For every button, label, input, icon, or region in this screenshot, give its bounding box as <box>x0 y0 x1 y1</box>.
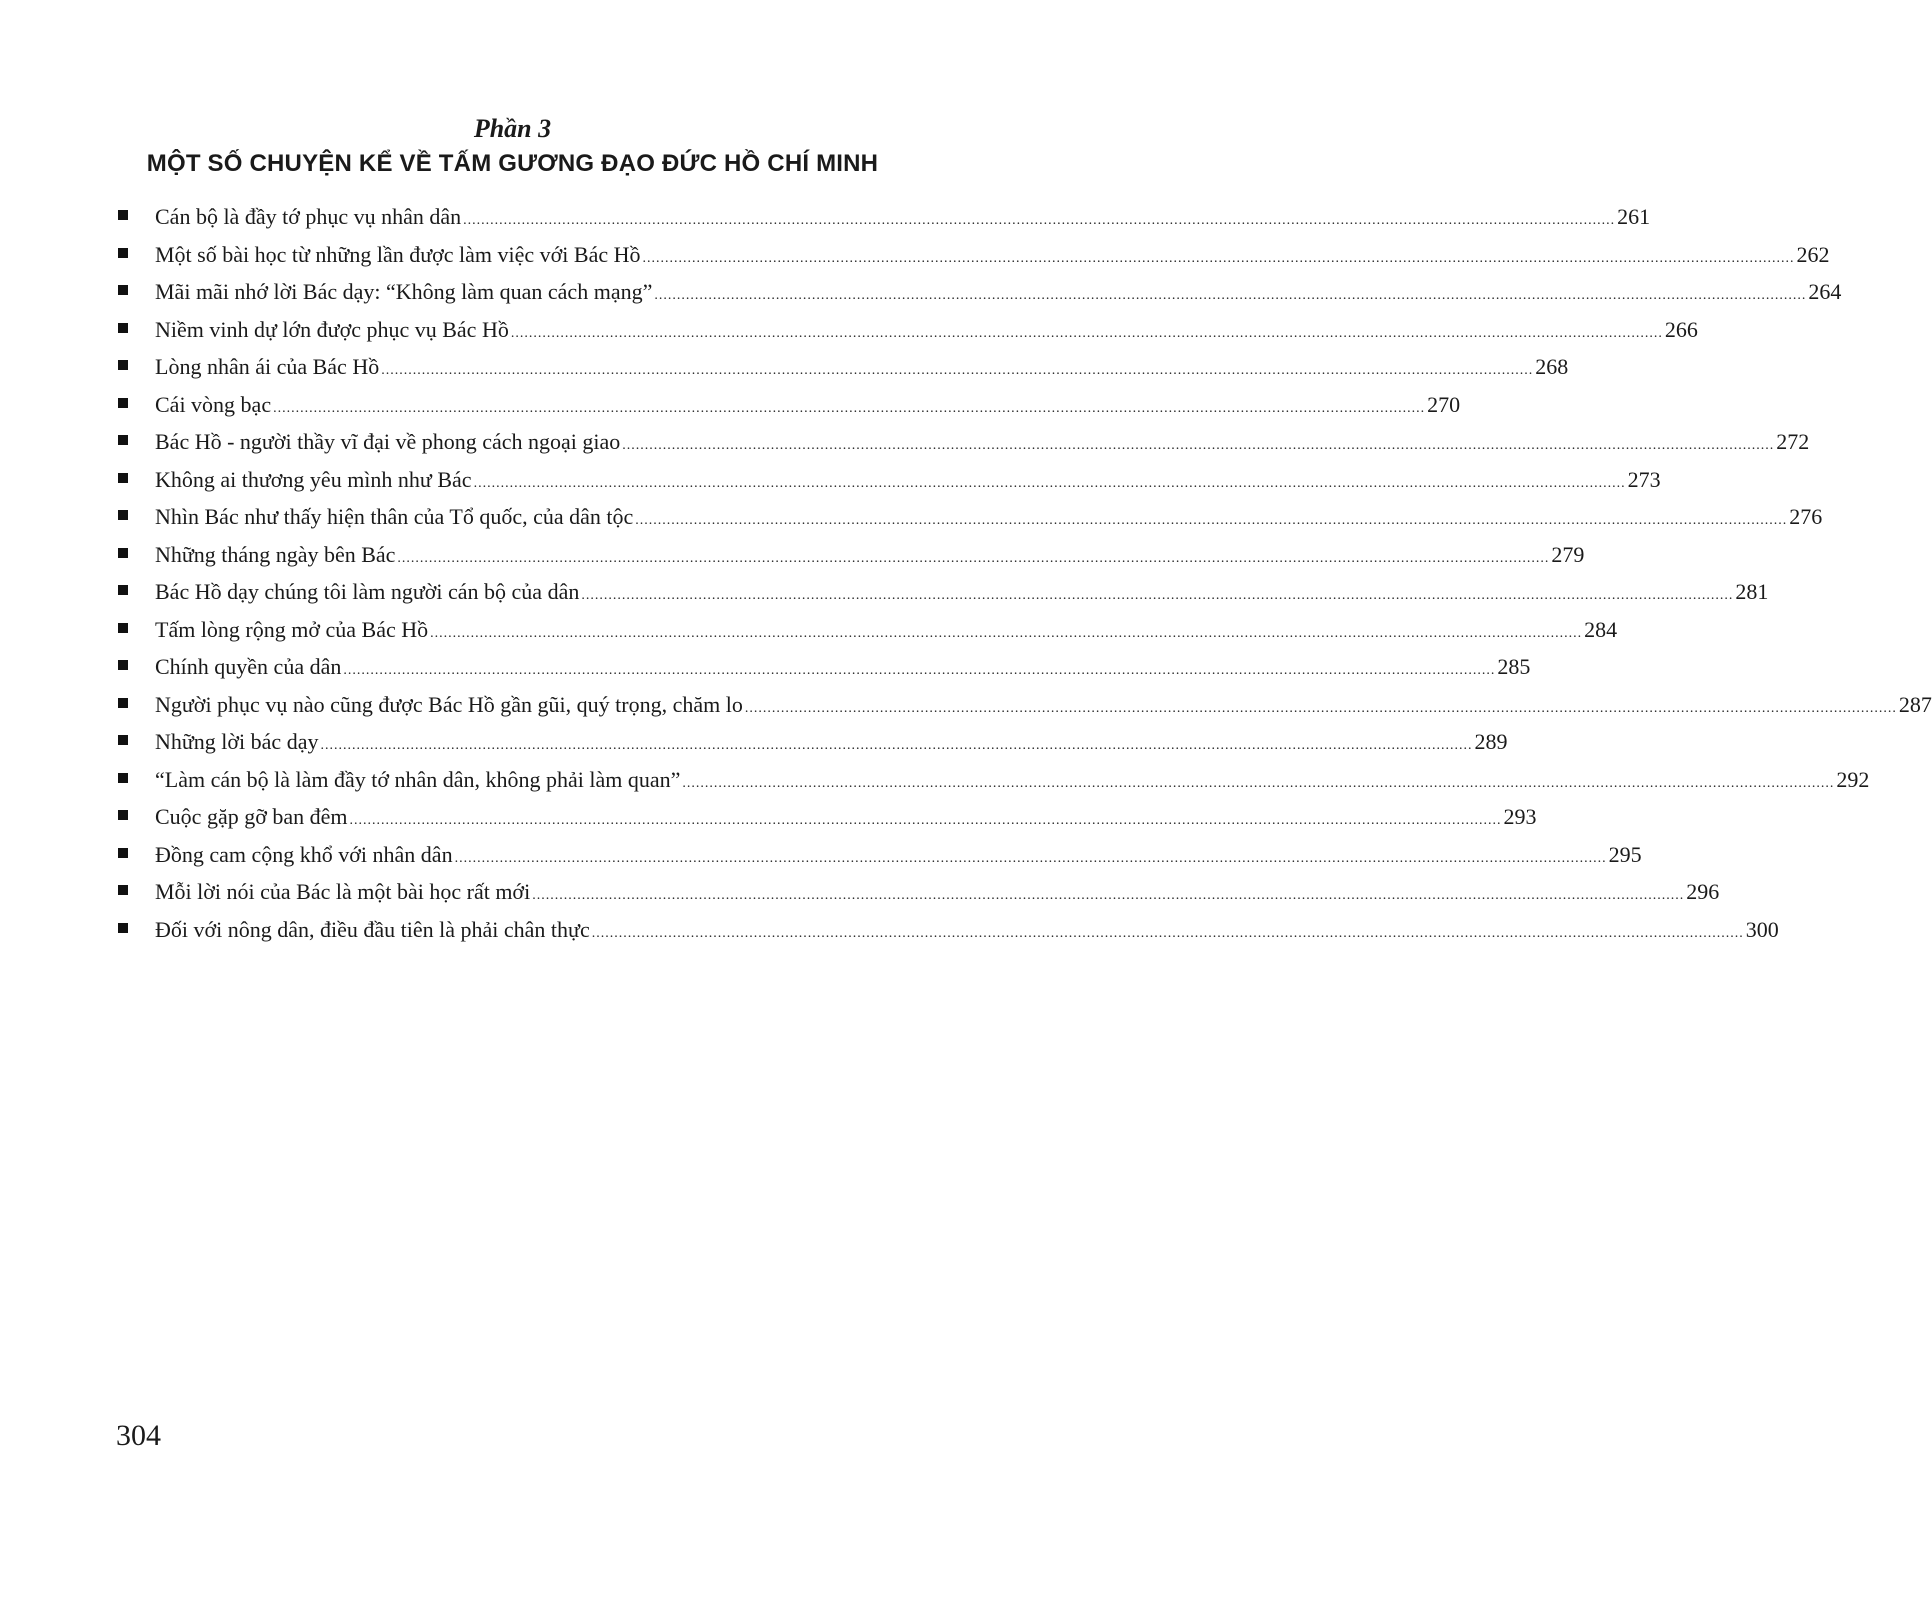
dot-leader <box>643 240 1795 277</box>
toc-entry-title: “Làm cán bộ là làm đầy tớ nhân dân, không phải làm quan” <box>155 766 681 792</box>
toc-entry <box>118 423 1810 461</box>
toc-entry-page: 289 <box>1474 729 1508 754</box>
toc-entry-page: 273 <box>1627 466 1661 492</box>
toc-entry-title: Bác Hồ dạy chúng tôi làm người cán bộ của dân <box>155 579 580 604</box>
square-bullet-icon <box>118 923 128 933</box>
dot-leader <box>592 915 1744 952</box>
dot-leader <box>532 877 1684 914</box>
square-bullet-icon <box>118 585 128 595</box>
toc-entry-page: 292 <box>1836 766 1870 792</box>
dot-leader <box>622 427 1774 464</box>
toc-entry <box>118 723 1508 761</box>
square-bullet-icon <box>118 398 128 408</box>
toc-entry-title: Nhìn Bác như thấy hiện thân của Tổ quốc, của dân tộc <box>155 504 634 529</box>
square-bullet-icon <box>118 473 128 483</box>
toc-entry <box>118 836 1642 874</box>
dot-leader <box>397 540 1549 577</box>
toc-entry-title: Niềm vinh dự lớn được phục vụ Bác Hồ <box>155 316 509 342</box>
dot-leader <box>635 502 1787 539</box>
dot-leader <box>463 202 1615 239</box>
toc-entry-page: 264 <box>1808 279 1842 304</box>
square-bullet-icon <box>118 848 128 858</box>
toc-entry <box>118 648 1531 686</box>
section-title: MỘT SỐ CHUYỆN KỂ VỀ TẤM GƯƠNG ĐẠO ĐỨC HỒ CHÍ MINH <box>146 150 879 177</box>
toc-entry-page: 262 <box>1796 241 1830 267</box>
toc-entry-title: Chính quyền của dân <box>155 654 342 679</box>
square-bullet-icon <box>118 623 128 633</box>
square-bullet-icon <box>118 210 128 220</box>
square-bullet-icon <box>118 548 128 558</box>
toc-entry-title: Tấm lòng rộng mở của Bác Hồ <box>155 616 429 642</box>
square-bullet-icon <box>118 323 128 333</box>
toc-entry <box>118 536 1585 574</box>
toc-entry <box>118 761 1870 799</box>
toc-entry-page: 276 <box>1789 504 1823 529</box>
toc-entry <box>118 236 1830 274</box>
toc-entry <box>118 348 1569 386</box>
toc-entry-title: Mỗi lời nói của Bác là một bài học rất mới <box>155 879 531 904</box>
dot-leader <box>682 765 1834 802</box>
toc-entry <box>118 798 1537 836</box>
toc-entry-page: 300 <box>1745 916 1779 942</box>
square-bullet-icon <box>118 435 128 445</box>
toc-entry-page: 270 <box>1427 391 1461 417</box>
square-bullet-icon <box>118 510 128 520</box>
square-bullet-icon <box>118 735 128 745</box>
toc-entry <box>118 386 1461 424</box>
toc-entry <box>118 911 1779 949</box>
square-bullet-icon <box>118 248 128 258</box>
toc-entry-page: 261 <box>1617 204 1651 229</box>
toc-entry <box>118 573 1769 611</box>
toc-entry-title: Những tháng ngày bên Bác <box>155 541 396 567</box>
toc-entry-title: Bác Hồ - người thầy vĩ đại về phong cách ngoại giao <box>155 429 621 454</box>
toc-entry-page: 284 <box>1584 616 1618 642</box>
toc-entry-title: Mãi mãi nhớ lời Bác dạy: “Không làm quan cách mạng” <box>155 279 653 304</box>
square-bullet-icon <box>118 810 128 820</box>
toc-entry-title: Cán bộ là đầy tớ phục vụ nhân dân <box>155 204 462 229</box>
toc-entry-title: Không ai thương yêu mình như Bác <box>155 466 472 492</box>
toc-entry-title: Cái vòng bạc <box>155 391 272 417</box>
square-bullet-icon <box>118 360 128 370</box>
toc-entry-page: 295 <box>1608 841 1642 867</box>
toc-entry-page: 281 <box>1735 579 1769 604</box>
toc-entry-title: Đối với nông dân, điều đầu tiên là phải chân thực <box>155 916 590 942</box>
square-bullet-icon <box>118 285 128 295</box>
toc-entry <box>118 873 1720 911</box>
page-number: 304 <box>116 1419 161 1452</box>
toc-entry <box>118 611 1618 649</box>
toc-entry-title: Một số bài học từ những lần được làm việc với Bác Hồ <box>155 241 641 267</box>
toc-entry-title: Người phục vụ nào cũng được Bác Hồ gần gũi, quý trọng, chăm lo <box>155 691 743 717</box>
toc-entry-page: 268 <box>1535 354 1569 379</box>
toc-entry-title: Những lời bác dạy <box>155 729 319 754</box>
toc-entry-title: Cuộc gặp gỡ ban đêm <box>155 804 348 829</box>
toc-entry-page: 272 <box>1776 429 1810 454</box>
square-bullet-icon <box>118 885 128 895</box>
toc-entry <box>118 311 1698 349</box>
section-label: Phần 3 <box>473 114 552 143</box>
square-bullet-icon <box>118 773 128 783</box>
dot-leader <box>343 652 1495 689</box>
table-of-contents <box>118 198 1932 948</box>
toc-entry <box>118 461 1661 499</box>
dot-leader <box>581 577 1733 614</box>
toc-entry-page: 287 <box>1898 691 1932 717</box>
dot-leader <box>320 727 1472 764</box>
square-bullet-icon <box>118 698 128 708</box>
toc-entry-title: Đồng cam cộng khổ với nhân dân <box>155 841 453 867</box>
dot-leader <box>474 465 1626 502</box>
toc-entry <box>118 198 1651 236</box>
dot-leader <box>430 615 1582 652</box>
dot-leader <box>349 802 1501 839</box>
toc-entry-page: 279 <box>1551 541 1585 567</box>
square-bullet-icon <box>118 660 128 670</box>
toc-entry-title: Lòng nhân ái của Bác Hồ <box>155 354 380 379</box>
dot-leader <box>511 315 1663 352</box>
dot-leader <box>455 840 1607 877</box>
dot-leader <box>273 390 1425 427</box>
toc-entry-page: 285 <box>1497 654 1531 679</box>
toc-entry-page: 266 <box>1664 316 1698 342</box>
toc-entry <box>118 498 1823 536</box>
toc-entry <box>118 273 1842 311</box>
dot-leader <box>381 352 1533 389</box>
toc-entry <box>118 686 1932 724</box>
dot-leader <box>745 690 1897 727</box>
toc-entry-page: 296 <box>1686 879 1720 904</box>
toc-entry-page: 293 <box>1503 804 1537 829</box>
dot-leader <box>654 277 1806 314</box>
